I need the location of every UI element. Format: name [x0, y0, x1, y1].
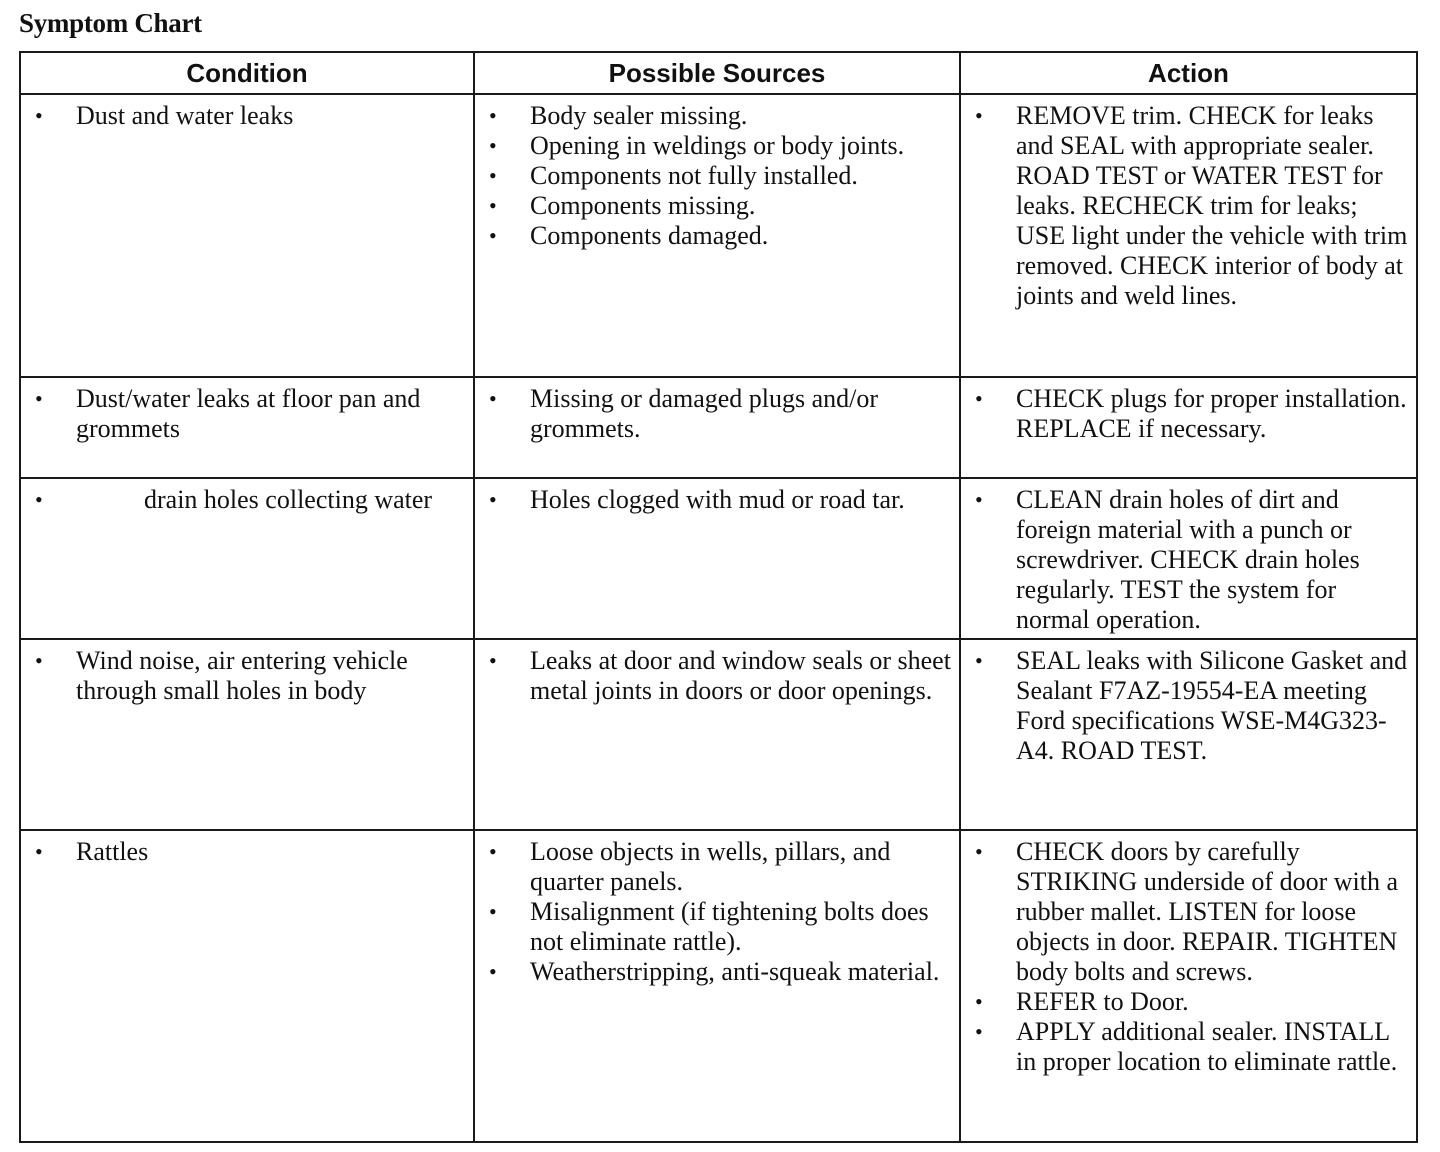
- sources-list: [483, 384, 951, 444]
- table-row: [20, 830, 1417, 1142]
- action-cell: [960, 639, 1417, 830]
- action-cell: [960, 478, 1417, 639]
- condition-cell: [20, 478, 474, 639]
- action-list: [969, 646, 1408, 766]
- table-row: [20, 377, 1417, 478]
- list-item: • Holes clogged with mud or road tar.: [483, 485, 951, 515]
- condition-text: drain holes collecting water: [144, 485, 433, 514]
- list-item: • Wind noise, air entering vehicle through small holes in body: [29, 646, 465, 706]
- condition-list: [29, 646, 465, 706]
- sources-list: [483, 485, 951, 515]
- sources-list: [483, 837, 951, 987]
- list-item: • Body sealer missing.: [483, 101, 951, 131]
- list-item: • CHECK plugs for proper installation. REPLACE if necessary.: [969, 384, 1408, 444]
- sources-cell: [474, 830, 960, 1142]
- condition-cell: [20, 639, 474, 830]
- list-item: • SEAL leaks with Silicone Gasket and Sealant F7AZ-19554-EA meeting Ford specifications WSE-M4G323-A4. ROAD TEST.: [969, 646, 1408, 766]
- list-item: • Components damaged.: [483, 221, 951, 251]
- list-item: • APPLY additional sealer. INSTALL in proper location to eliminate rattle.: [969, 1017, 1408, 1077]
- condition-cell: [20, 830, 474, 1142]
- list-item: • REMOVE trim. CHECK for leaks and SEAL with appropriate sealer. ROAD TEST or WATER TEST for leaks. RECHECK trim for leaks; USE light under the vehicle with trim removed. CHECK interior of body at joints and weld lines.: [969, 101, 1408, 311]
- symptom-chart-table: [19, 51, 1418, 1143]
- list-item: • CHECK doors by carefully STRIKING underside of door with a rubber mallet. LISTEN for loose objects in door. REPAIR. TIGHTEN body bolts and screws.: [969, 837, 1408, 987]
- list-item: • Opening in weldings or body joints.: [483, 131, 951, 161]
- sources-cell: [474, 94, 960, 377]
- sources-cell: [474, 478, 960, 639]
- page-title: Symptom Chart: [19, 8, 202, 38]
- list-item: • REFER to Door.: [969, 987, 1408, 1017]
- action-list: [969, 101, 1408, 311]
- sources-cell: [474, 639, 960, 830]
- condition-list: [29, 485, 465, 515]
- list-item: [29, 485, 465, 515]
- list-item: • Rattles: [29, 837, 465, 867]
- list-item: • Dust/water leaks at floor pan and grommets: [29, 384, 465, 444]
- list-item: • Missing or damaged plugs and/or grommets.: [483, 384, 951, 444]
- action-cell: [960, 830, 1417, 1142]
- condition-cell: [20, 377, 474, 478]
- sources-list: [483, 646, 951, 706]
- sources-list: [483, 101, 951, 251]
- header-possible-sources: Possible Sources: [474, 52, 960, 94]
- condition-list: [29, 384, 465, 444]
- condition-list: [29, 101, 465, 131]
- sources-cell: [474, 377, 960, 478]
- list-item: • Leaks at door and window seals or sheet metal joints in doors or door openings.: [483, 646, 951, 706]
- action-list: [969, 384, 1408, 444]
- list-item: • Weatherstripping, anti-squeak material.: [483, 957, 951, 987]
- action-list: [969, 485, 1408, 635]
- list-item: • Components missing.: [483, 191, 951, 221]
- table-row: [20, 639, 1417, 830]
- list-item: • Dust and water leaks: [29, 101, 465, 131]
- list-item: • Loose objects in wells, pillars, and quarter panels.: [483, 837, 951, 897]
- condition-list: [29, 837, 465, 867]
- table-row: [20, 94, 1417, 377]
- action-list: [969, 837, 1408, 1077]
- action-cell: [960, 94, 1417, 377]
- list-item: • CLEAN drain holes of dirt and foreign material with a punch or screwdriver. CHECK drain holes regularly. TEST the system for normal operation.: [969, 485, 1408, 635]
- table-row: [20, 478, 1417, 639]
- list-item: • Misalignment (if tightening bolts does not eliminate rattle).: [483, 897, 951, 957]
- header-row: [20, 52, 1417, 94]
- list-item: • Components not fully installed.: [483, 161, 951, 191]
- condition-cell: [20, 94, 474, 377]
- header-condition: Condition: [20, 52, 474, 94]
- header-action: Action: [960, 52, 1417, 94]
- action-cell: [960, 377, 1417, 478]
